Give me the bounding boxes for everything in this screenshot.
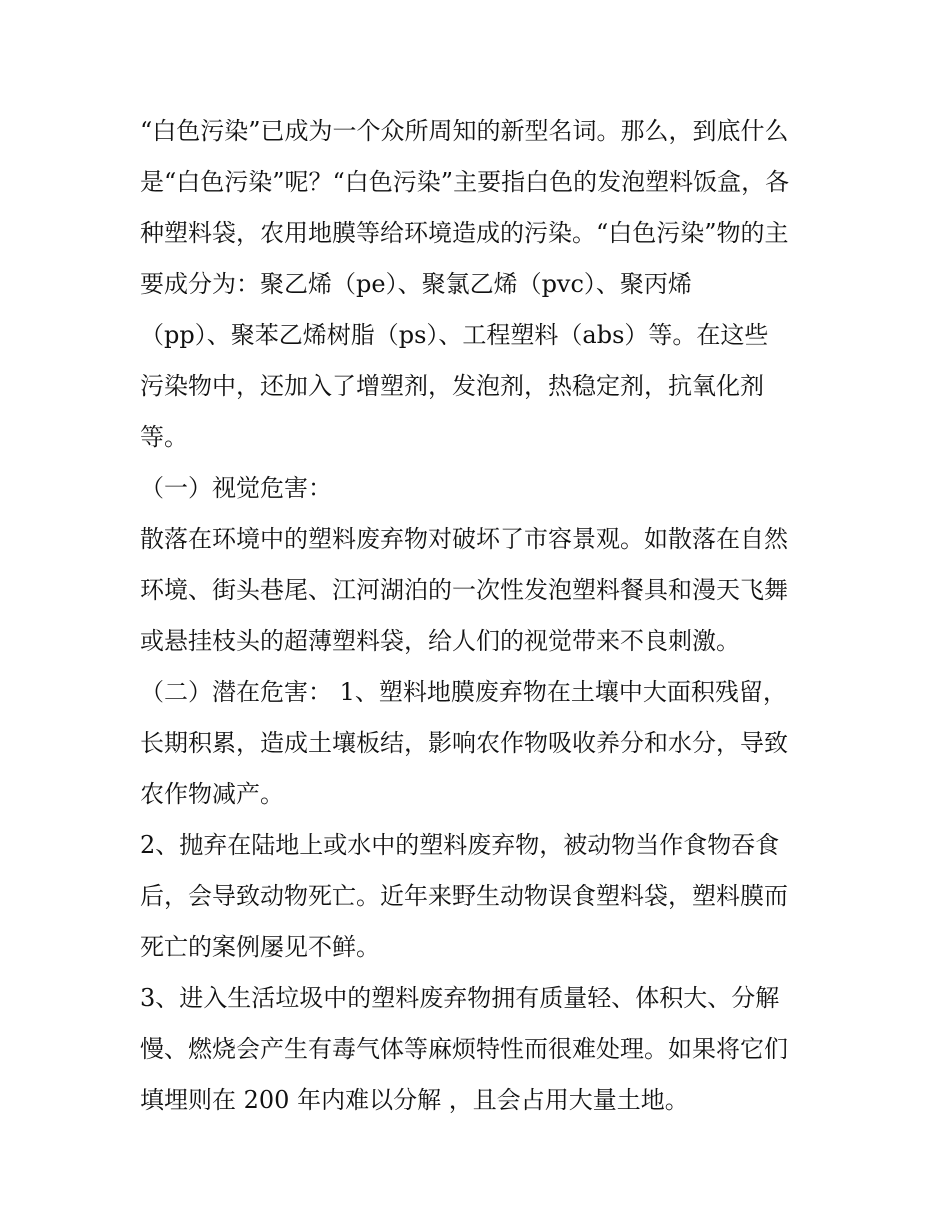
text-line: 后，会导致动物死亡。近年来野生动物误食塑料袋，塑料膜而 <box>140 882 788 910</box>
intro-paragraph <box>140 106 816 463</box>
document-body <box>140 106 816 1126</box>
text-line: 长期积累，造成土壤板结，影响农作物吸收养分和水分，导致 <box>140 729 788 757</box>
text-line: 死亡的案例屡见不鲜。 <box>140 933 380 961</box>
text-line: 环境、街头巷尾、江河湖泊的一次性发泡塑料餐具和漫天飞舞 <box>140 576 788 604</box>
potential-harm-paragraph-1 <box>140 667 816 820</box>
potential-harm-paragraph-2 <box>140 820 816 973</box>
text-line: 要成分为：聚乙烯（pe）、聚氯乙烯（pvc）、聚丙烯 <box>140 270 692 298</box>
text-line: （pp）、聚苯乙烯树脂（ps）、工程塑料（abs）等。在这些 <box>140 321 769 349</box>
section-heading-visual-harm <box>140 463 816 514</box>
text-line: 是“白色污染”呢？“白色污染”主要指白色的发泡塑料饭盒，各 <box>140 168 790 196</box>
text-line: 或悬挂枝头的超薄塑料袋，给人们的视觉带来不良刺激。 <box>140 627 740 655</box>
text-line: 慢、燃烧会产生有毒气体等麻烦特性而很难处理。如果将它们 <box>140 1035 788 1063</box>
text-line: 种塑料袋，农用地膜等给环境造成的污染。“白色污染”物的主 <box>140 219 789 247</box>
heading-line: （一）视觉危害： <box>140 474 332 502</box>
text-line: 等。 <box>140 423 188 451</box>
text-line: （二）潜在危害： 1、塑料地膜废弃物在土壤中大面积残留， <box>140 678 787 706</box>
potential-harm-paragraph-3 <box>140 973 816 1126</box>
text-line: 农作物减产。 <box>140 780 284 808</box>
visual-harm-paragraph <box>140 514 816 667</box>
text-line: 散落在环境中的塑料废弃物对破坏了市容景观。如散落在自然 <box>140 525 788 553</box>
text-line: 2、抛弃在陆地上或水中的塑料废弃物，被动物当作食物吞食 <box>140 831 780 859</box>
text-line: 污染物中，还加入了增塑剂，发泡剂，热稳定剂，抗氧化剂 <box>140 372 764 400</box>
text-line: 3、进入生活垃圾中的塑料废弃物拥有质量轻、体积大、分解 <box>140 984 780 1012</box>
text-line: 填埋则在 200 年内难以分解 ，且会占用大量土地。 <box>140 1086 689 1114</box>
text-line: “白色污染”已成为一个众所周知的新型名词。那么，到底什么 <box>140 117 789 145</box>
